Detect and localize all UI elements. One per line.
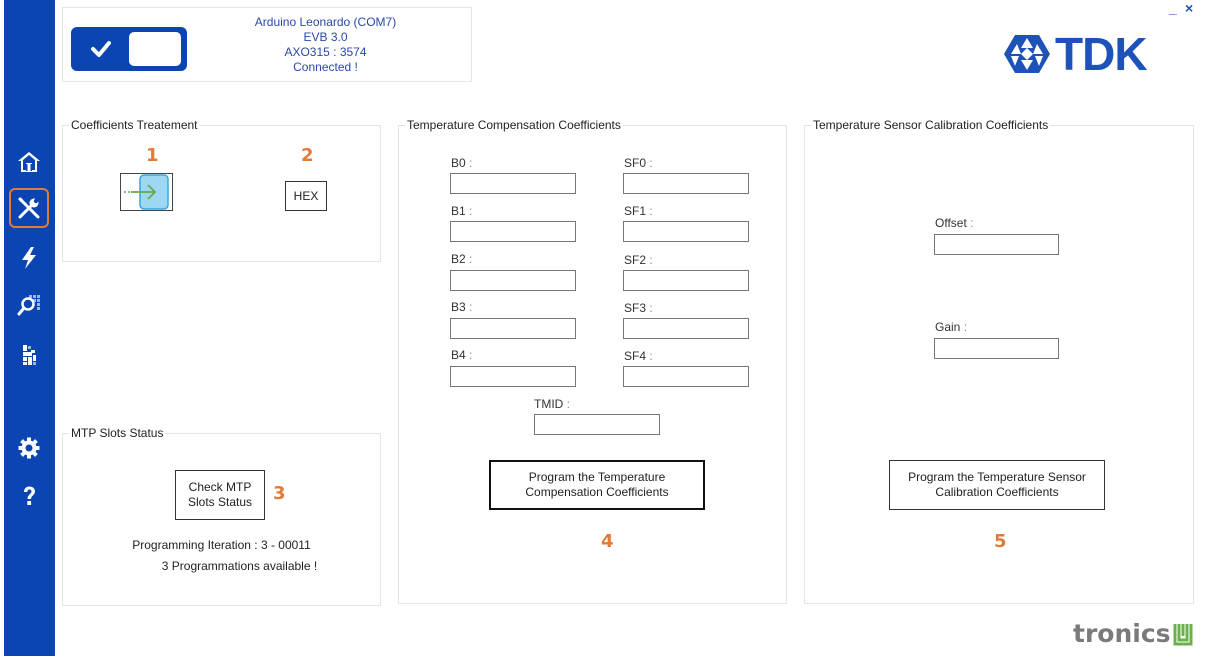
import-arrow-icon <box>121 174 172 210</box>
button-label: Calibration Coefficients <box>935 485 1059 499</box>
step-3-label: 3 <box>273 483 286 504</box>
b3-input[interactable] <box>450 318 576 339</box>
tronics-wordmark: tronics <box>1073 619 1171 648</box>
step-1-label: 1 <box>146 145 159 166</box>
tmid-input[interactable] <box>534 414 660 435</box>
sf2-input[interactable] <box>623 270 749 291</box>
sidebar <box>4 0 55 656</box>
gain-label: Gain : <box>935 320 968 334</box>
b4-label: B4 : <box>451 348 473 362</box>
b0-label: B0 : <box>451 156 473 170</box>
sf0-input[interactable] <box>623 173 749 194</box>
toggle-knob <box>129 32 181 66</box>
b2-input[interactable] <box>450 270 576 291</box>
magnifier-grid-icon <box>17 293 41 317</box>
sidebar-item-settings[interactable] <box>9 428 49 468</box>
minimize-button[interactable]: _ <box>1169 0 1177 16</box>
button-label: Compensation Coefficients <box>525 485 669 499</box>
button-label: Program the Temperature <box>528 470 666 484</box>
sf3-input[interactable] <box>623 318 749 339</box>
group-title: MTP Slots Status <box>71 426 164 440</box>
sidebar-item-power[interactable] <box>9 238 49 278</box>
connection-panel <box>62 7 472 82</box>
program-sensor-calibration-button[interactable] <box>889 460 1105 510</box>
sf3-label: SF3 : <box>624 301 653 315</box>
gain-input[interactable] <box>934 338 1059 359</box>
tmid-label: TMID : <box>534 397 570 411</box>
sidebar-item-home[interactable] <box>9 142 49 182</box>
sf4-input[interactable] <box>623 366 749 387</box>
import-file-button[interactable] <box>120 173 173 211</box>
connection-info <box>213 15 438 75</box>
group-title: Temperature Sensor Calibration Coefficients <box>813 118 1049 132</box>
program-temp-compensation-button[interactable] <box>489 460 705 510</box>
b4-input[interactable] <box>450 366 576 387</box>
programmations-available: 3 Programmations available ! <box>161 559 318 573</box>
b1-input[interactable] <box>450 221 576 242</box>
coefficients-treatment-group <box>62 118 381 262</box>
sf1-label: SF1 : <box>624 204 653 218</box>
check-mtp-slots-button[interactable] <box>175 470 265 520</box>
home-icon <box>17 150 41 174</box>
sf2-label: SF2 : <box>624 253 653 267</box>
circuit-board-icon <box>17 343 41 367</box>
connection-status: Connected ! <box>293 60 358 74</box>
sidebar-item-help[interactable] <box>9 476 49 516</box>
button-label: Slots Status <box>187 495 253 509</box>
b0-input[interactable] <box>450 173 576 194</box>
b1-label: B1 : <box>451 204 473 218</box>
board-name: Arduino Leonardo (COM7) <box>254 15 397 29</box>
step-4-label: 4 <box>601 531 614 552</box>
group-title: Temperature Compensation Coefficients <box>407 118 621 132</box>
hex-button[interactable]: HEX <box>285 181 327 211</box>
sidebar-item-scan[interactable] <box>9 285 49 325</box>
question-mark-icon <box>17 484 41 508</box>
button-label: Program the Temperature Sensor <box>908 470 1086 484</box>
evb-version: EVB 3.0 <box>303 30 348 44</box>
programming-iteration: Programming Iteration : 3 - 00011 <box>132 538 311 552</box>
step-2-label: 2 <box>301 145 314 166</box>
close-button[interactable]: × <box>1185 0 1194 16</box>
tdk-logo <box>1003 28 1185 80</box>
tronics-emblem-icon <box>1173 622 1193 646</box>
tronics-logo <box>1073 619 1193 648</box>
button-label: Check MTP <box>188 480 252 494</box>
step-5-label: 5 <box>994 531 1007 552</box>
sidebar-item-tools[interactable] <box>9 188 49 228</box>
wrench-screwdriver-icon <box>17 196 41 220</box>
b3-label: B3 : <box>451 300 473 314</box>
device-id: AXO315 : 3574 <box>284 45 367 59</box>
tdk-emblem-icon <box>1003 34 1051 74</box>
b2-label: B2 : <box>451 252 473 266</box>
gear-icon <box>17 436 41 460</box>
group-title: Coefficients Treatement <box>71 118 198 132</box>
sidebar-item-circuit[interactable] <box>9 335 49 375</box>
tdk-wordmark: TDK <box>1055 28 1147 80</box>
checkmark-icon <box>89 37 113 61</box>
sf4-label: SF4 : <box>624 349 653 363</box>
sf0-label: SF0 : <box>624 156 653 170</box>
sf1-input[interactable] <box>623 221 749 242</box>
offset-label: Offset : <box>935 216 974 230</box>
connection-toggle[interactable] <box>71 27 187 71</box>
lightning-icon <box>17 246 41 270</box>
offset-input[interactable] <box>934 234 1059 255</box>
